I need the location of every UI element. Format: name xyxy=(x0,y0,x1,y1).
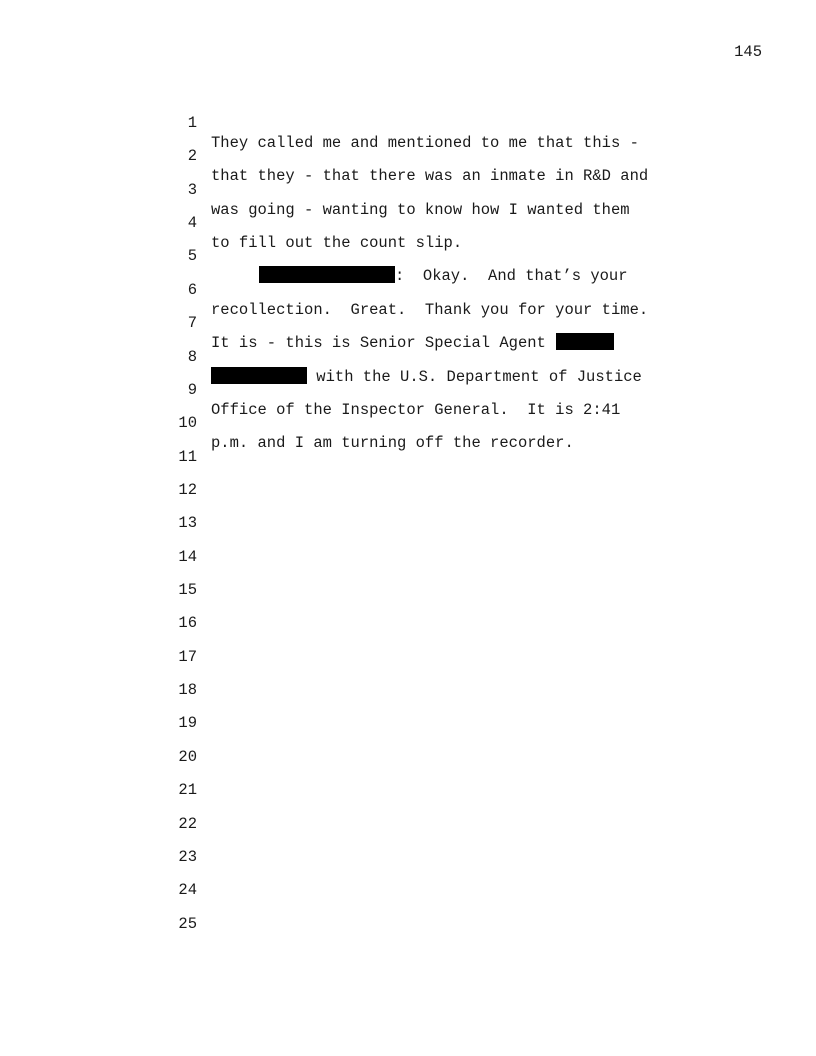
line-text-before-redaction: It is - this is Senior Special Agent xyxy=(211,334,556,353)
transcript-line xyxy=(0,860,816,900)
transcript-line xyxy=(0,894,816,933)
line-number: 19 xyxy=(178,714,197,733)
transcript-line xyxy=(0,560,816,600)
line-number: 15 xyxy=(178,581,197,600)
transcript-line xyxy=(0,293,816,353)
line-number: 6 xyxy=(187,280,197,299)
line-text: They called me and mentioned to me that this - xyxy=(211,134,639,152)
transcript-line xyxy=(0,226,816,286)
line-number: 13 xyxy=(178,514,197,533)
line-number: 10 xyxy=(178,414,197,433)
line-number: 7 xyxy=(187,314,197,333)
transcript-line xyxy=(0,527,816,566)
line-number: 8 xyxy=(187,347,197,366)
transcript-line xyxy=(0,493,816,533)
line-number: 4 xyxy=(187,214,197,233)
line-number: 3 xyxy=(187,180,197,199)
transcript-line xyxy=(0,360,816,419)
line-number: 5 xyxy=(187,247,197,266)
transcript-line xyxy=(0,393,816,453)
transcript-line xyxy=(0,794,816,833)
line-number: 24 xyxy=(178,881,197,900)
transcript-line xyxy=(0,460,816,499)
line-text: p.m. and I am turning off the recorder. xyxy=(211,434,574,453)
line-number: 21 xyxy=(178,781,197,800)
line-number: 18 xyxy=(178,681,197,700)
transcript-line xyxy=(0,827,816,866)
line-number: 20 xyxy=(178,747,197,766)
line-number: 22 xyxy=(178,814,197,833)
line-text: to fill out the count slip. xyxy=(211,234,463,253)
line-text: that they - that there was an inmate in R&D and xyxy=(211,167,649,186)
transcript-line xyxy=(0,427,816,466)
transcript-line xyxy=(0,693,816,733)
line-text: recollection. Great. Thank you for your time. xyxy=(211,300,649,319)
transcript-line xyxy=(0,593,816,633)
line-number: 12 xyxy=(178,480,197,499)
transcript-line xyxy=(0,93,816,152)
line-text: was going - wanting to know how I wanted them xyxy=(211,200,630,219)
transcript-line xyxy=(0,627,816,666)
line-number: 9 xyxy=(187,380,197,399)
transcript-line xyxy=(0,193,816,253)
speaker-statement: : Okay. And that’s your xyxy=(395,267,628,286)
line-number: 17 xyxy=(178,647,197,666)
transcript-line xyxy=(0,126,816,186)
line-number: 2 xyxy=(187,147,197,166)
line-number: 16 xyxy=(178,614,197,633)
transcript-body xyxy=(0,93,816,933)
transcript-line xyxy=(0,660,816,700)
transcript-line xyxy=(0,760,816,800)
transcript-line xyxy=(0,260,816,319)
transcript-line xyxy=(0,727,816,766)
line-number: 23 xyxy=(178,847,197,866)
page-number: 145 xyxy=(734,43,762,61)
transcript-line xyxy=(0,160,816,219)
line-number: 25 xyxy=(178,914,197,933)
line-text: Office of the Inspector General. It is 2:41 xyxy=(211,400,621,419)
line-number: 14 xyxy=(178,547,197,566)
transcript-line xyxy=(0,327,816,386)
line-number: 11 xyxy=(178,447,197,466)
line-text-after-redaction: with the U.S. Department of Justice xyxy=(307,367,642,386)
line-number: 1 xyxy=(187,114,197,132)
